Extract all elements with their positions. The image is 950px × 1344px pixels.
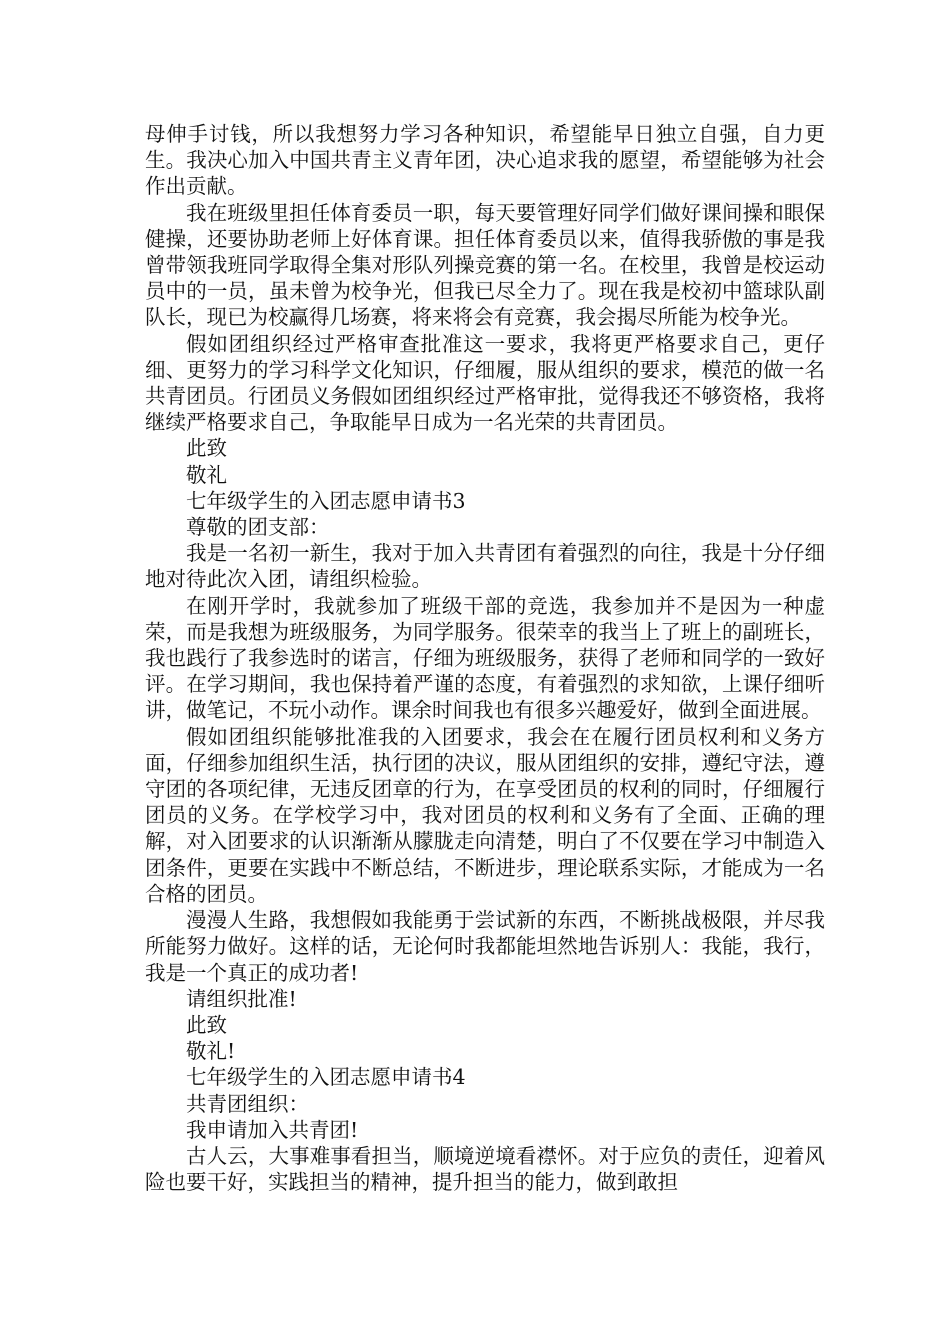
salutation: 尊敬的团支部：	[186, 515, 330, 540]
document-body	[145, 121, 825, 1195]
paragraph-class-monitor: 在刚开学时，我就参加了班级干部的竞选，我参加并不是因为一种虚荣，而是我想为班级服务，为同学服务。很荣幸的我当上了班上的副班长，我也践行了我参选时的诺言，仔细为班级服务，获得了老师和同学的一致好评。在学习期间，我也保持着严谨的态度，有着强烈的求知欲，上课仔细听讲，做笔记，不玩小动作。课余时间我也有很多兴趣爱好，做到全面进展。	[145, 593, 825, 723]
section-heading-4: 七年级学生的入团志愿申请书4	[186, 1065, 466, 1090]
closing-cizhi: 此致	[186, 436, 227, 461]
paragraph-sports-committee: 我在班级里担任体育委员一职，每天要管理好同学们做好课间操和眼保健操，还要协助老师上好体育课。担任体育委员以来，值得我骄傲的事是我曾带领我班同学取得全集对形队列操竞赛的第一名。在校里，我曾是校运动员中的一员，虽未曾为校争光，但我已尽全力了。现在我是校初中篮球队副队长，现已为校赢得几场赛，将来将会有竞赛，我会揭尽所能为校争光。	[145, 200, 825, 330]
paragraph-intro: 我是一名初一新生，我对于加入共青团有着强烈的向往，我是十分仔细地对待此次入团，请组织检验。	[145, 541, 825, 592]
paragraph-life-path: 漫漫人生路，我想假如我能勇于尝试新的东西，不断挑战极限，并尽我所能努力做好。这样的话，无论何时我都能坦然地告诉别人：我能，我行，我是一个真正的成功者!	[145, 908, 825, 985]
paragraph-commitment: 假如团组织经过严格审查批准这一要求，我将更严格要求自己，更仔细、更努力的学习科学文化知识，仔细履，服从组织的要求，模范的做一名共青团员。行团员义务假如团组织经过严格审批，觉得我还不够资格，我将继续严格要求自己，争取能早日成为一名光荣的共青团员。	[145, 331, 825, 435]
closing-jingli: 敬礼	[186, 462, 227, 487]
closing-jingli-2: 敬礼!	[186, 1039, 236, 1064]
paragraph-duties: 假如团组织能够批准我的入团要求，我会在在履行团员权利和义务方面，仔细参加组织生活，执行团的决议，服从团组织的安排，遵纪守法，遵守团的各项纪律，无违反团章的行为，在享受团员的权利的同时，仔细履行团员的义务。在学校学习中，我对团员的权利和义务有了全面、正确的理解，对入团要求的认识渐渐从朦胧走向清楚，明白了不仅要在学习中制造入团条件，更要在实践中不断总结，不断进步，理论联系实际，才能成为一名合格的团员。	[145, 724, 825, 906]
application-statement: 我申请加入共青团!	[186, 1117, 359, 1142]
salutation-2: 共青团组织：	[186, 1091, 309, 1116]
paragraph-ancient-saying: 古人云，大事难事看担当，顺境逆境看襟怀。对于应负的责任，迎着风险也要干好，实践担当的精神，提升担当的能力，做到敢担	[145, 1143, 825, 1195]
section-heading-3: 七年级学生的入团志愿申请书3	[186, 488, 466, 513]
request-approval: 请组织批准!	[186, 986, 297, 1011]
paragraph-continuation: 母伸手讨钱，所以我想努力学习各种知识，希望能早日独立自强，自力更生。我决心加入中国共青主义青年团，决心追求我的愿望，希望能够为社会作出贡献。	[145, 122, 825, 199]
closing-cizhi-2: 此致	[186, 1012, 227, 1037]
